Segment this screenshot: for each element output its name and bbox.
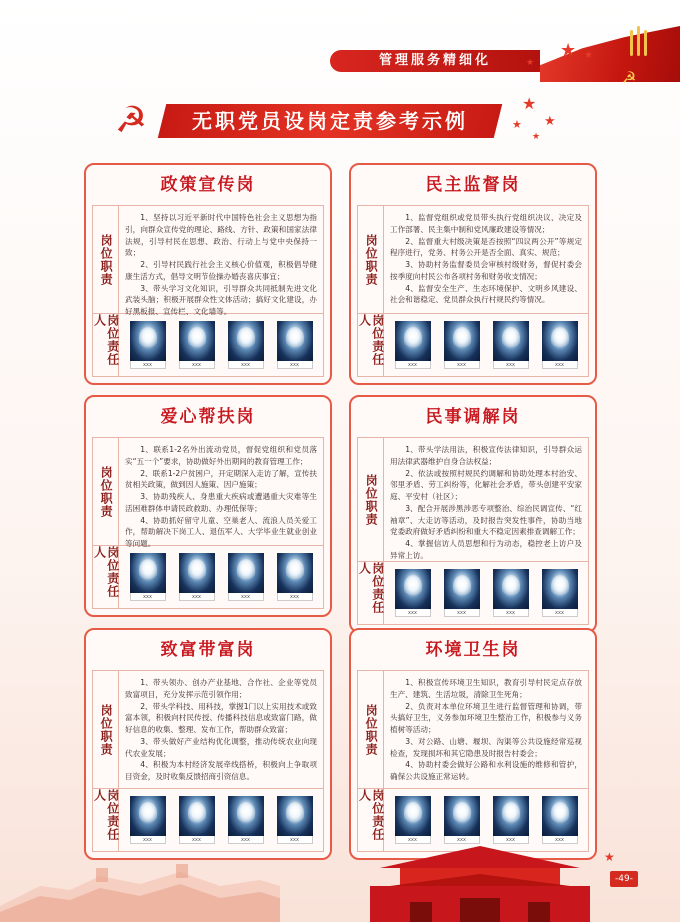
- photo-caption: xxx: [542, 836, 578, 844]
- person-photo[interactable]: [130, 321, 166, 369]
- duty-label: 岗位职责: [358, 671, 384, 788]
- photo-caption: xxx: [130, 593, 166, 601]
- person-label: 岗位责任人: [358, 314, 384, 376]
- post-table: [357, 437, 589, 625]
- person-photo[interactable]: [130, 796, 166, 844]
- photo-caption: xxx: [444, 609, 480, 617]
- photo-caption: xxx: [277, 361, 313, 369]
- post-title: 民主监督岗: [425, 175, 521, 195]
- post-table: [357, 670, 589, 852]
- photo-image: [179, 796, 215, 836]
- duty-item: 3、协助残疾人、身患重大疾病或遭遇重大灾难等生活困难群体申请民政救助、办理低保等；: [125, 492, 317, 513]
- duty-row: [93, 206, 323, 317]
- photo-caption: xxx: [444, 836, 480, 844]
- person-photo[interactable]: [493, 569, 529, 617]
- star-icon: ★: [522, 94, 537, 113]
- person-photo[interactable]: [228, 796, 264, 844]
- person-photo[interactable]: [179, 553, 215, 601]
- photo-list: [384, 314, 588, 376]
- star-icon: ★: [544, 114, 556, 129]
- duty-item: 4、协助抓好留守儿童、空巢老人、流浪人员关爱工作，帮助解决下岗工人、退伍军人、大学毕业生就业创业等问题。: [125, 515, 317, 549]
- person-label: 岗位责任人: [93, 314, 119, 376]
- photo-image: [395, 569, 431, 609]
- person-photo[interactable]: [228, 553, 264, 601]
- person-photo[interactable]: [395, 321, 431, 369]
- duty-label: 岗位职责: [93, 206, 119, 313]
- duty-item: 1、联系1-2名外出流动党员，督促党组织和党员落实“五一个”要求，协助做好外出期间的教育管理工作；: [125, 445, 317, 466]
- duty-item: 2、引导村民践行社会主义核心价值观，积极倡导健康生活方式，倡导文明节俭操办婚丧喜庆事宜；: [125, 260, 317, 281]
- photo-image: [444, 321, 480, 361]
- duty-text: [119, 671, 323, 788]
- photo-image: [277, 553, 313, 593]
- photo-caption: xxx: [179, 593, 215, 601]
- photo-image: [228, 553, 264, 593]
- post-card-prosperity: [84, 628, 332, 860]
- post-title: 环境卫生岗: [425, 640, 521, 660]
- great-wall-icon: [0, 846, 280, 922]
- banner-label: 管理服务精细化: [330, 50, 540, 72]
- duty-item: 1、监督党组织或党员带头执行党组织决议、决定及工作部署、民主集中制和党风廉政建设等情况；: [390, 213, 582, 234]
- photo-image: [228, 321, 264, 361]
- person-row: [93, 546, 323, 608]
- post-title: 政策宣传岗: [160, 175, 256, 195]
- person-photo[interactable]: [444, 569, 480, 617]
- photo-caption: xxx: [130, 836, 166, 844]
- post-card-mediation: [349, 395, 597, 633]
- duty-item: 3、带头学习文化知识，引导群众共同抵制先进文化武装头脑；积极开展群众性文体活动；搞好文化建设，办好黑板报、宣传栏、文化墙等。: [125, 283, 317, 317]
- person-label: 岗位责任人: [358, 789, 384, 851]
- duty-item: 3、带头做好产业结构优化调整，推动传统农业向现代农业发展；: [125, 736, 317, 758]
- photo-image: [277, 796, 313, 836]
- star-icon: ★: [512, 118, 522, 131]
- hammer-sickle-icon: ☭: [114, 100, 148, 141]
- torch-icon: [644, 30, 647, 56]
- duty-item: 3、配合开展涉黑涉恶专项整治、综治民调宣传、“红袖章”、大走访等活动，及时报告突发性事件，协助当地党委政府做好矛盾纠纷和重大不稳定因素排查调解工作；: [390, 503, 582, 537]
- photo-image: [493, 321, 529, 361]
- post-card-environment: [349, 628, 597, 860]
- duty-item: 2、联系1-2户贫困户，开定期深入走访了解，宣传扶贫相关政策，做到因人施策、因户施策；: [125, 468, 317, 490]
- post-title: 民事调解岗: [425, 407, 521, 427]
- duty-item: 4、协助村委会做好公路和水利设施的维修和管护，确保公共设施正常运转。: [390, 760, 582, 782]
- person-row: [93, 314, 323, 376]
- duty-item: 2、带头学科技、用科技，掌握1门以上实用技术或致富本领，积极向村民传授、传播科技信息或致富门路，做好信息的收集、整理、发布工作，帮助群众致富；: [125, 701, 317, 735]
- duty-item: 3、协助村务监督委员会审核村级财务，督促村委会按季度向村民公布各项村务和财务收支情况；: [390, 260, 582, 281]
- person-photo[interactable]: [542, 321, 578, 369]
- photo-caption: xxx: [493, 609, 529, 617]
- duty-item: 2、监督重大村级决策是否按照“四议两公开”等规定程序进行，党务、村务公开是否全面、真实、规范；: [390, 236, 582, 258]
- post-title: 爱心帮扶岗: [160, 407, 256, 427]
- photo-list: [119, 546, 323, 608]
- person-row: [358, 314, 588, 376]
- photo-caption: xxx: [444, 361, 480, 369]
- person-photo[interactable]: [277, 553, 313, 601]
- page-title: 无职党员设岗定责参考示例: [192, 109, 468, 133]
- star-icon: ★: [532, 132, 541, 142]
- star-icon: ★: [560, 40, 577, 61]
- post-title: 致富带富岗: [160, 640, 256, 660]
- duty-label: 岗位职责: [93, 671, 119, 788]
- person-label: 岗位责任人: [93, 546, 119, 608]
- photo-caption: xxx: [493, 361, 529, 369]
- photo-image: [444, 569, 480, 609]
- person-label: 岗位责任人: [358, 562, 384, 624]
- photo-caption: xxx: [542, 609, 578, 617]
- hammer-sickle-icon: ☭: [622, 68, 637, 87]
- photo-list: [119, 314, 323, 376]
- photo-list: [384, 562, 588, 624]
- photo-image: [542, 569, 578, 609]
- title-stars: [508, 96, 568, 146]
- person-photo[interactable]: [277, 321, 313, 369]
- photo-caption: xxx: [228, 836, 264, 844]
- person-photo[interactable]: [395, 569, 431, 617]
- person-label: 岗位责任人: [93, 789, 119, 851]
- post-card-policy: [84, 163, 332, 385]
- photo-image: [277, 321, 313, 361]
- post-table: [357, 205, 589, 377]
- photo-image: [179, 321, 215, 361]
- post-card-supervision: [349, 163, 597, 385]
- duty-item: 1、带头领办、创办产业基地、合作社、企业等党员致富项目，充分发挥示范引领作用；: [125, 678, 317, 699]
- photo-image: [228, 796, 264, 836]
- star-icon: ★: [604, 850, 615, 864]
- duty-item: 1、积极宣传环境卫生知识，教育引导村民定点存放生产、建筑、生活垃圾，清除卫生死角；: [390, 678, 582, 699]
- page-title-block: [108, 94, 556, 146]
- post-table: [92, 670, 324, 852]
- person-photo[interactable]: [179, 321, 215, 369]
- torch-icon: [637, 26, 640, 56]
- photo-image: [395, 321, 431, 361]
- duty-item: 1、带头学法用法，积极宣传法律知识，引导群众运用法律武器维护自身合法权益；: [390, 445, 582, 466]
- duty-item: 3、对公路、山塘、堰坝、沟渠等公共设施经常巡视检查，发现损坏和其它隐患及时报告村委会；: [390, 736, 582, 758]
- photo-caption: xxx: [395, 609, 431, 617]
- photo-image: [179, 553, 215, 593]
- duty-row: [93, 438, 323, 549]
- duty-item: 2、负责对本单位环境卫生进行监督管理和协调，带头搞好卫生，义务参加环境卫生整治工作，积极参与义务植树等活动；: [390, 701, 582, 735]
- person-photo[interactable]: [542, 569, 578, 617]
- person-photo[interactable]: [444, 321, 480, 369]
- post-card-help: [84, 395, 332, 617]
- photo-caption: xxx: [493, 836, 529, 844]
- photo-caption: xxx: [228, 593, 264, 601]
- star-icon: ★: [584, 50, 593, 61]
- photo-image: [130, 796, 166, 836]
- duty-item: 4、积极为本村经济发展牵线搭桥，积极向上争取项目资金，及时收集反馈招商引资信息。: [125, 760, 317, 782]
- duty-item: 2、依法或按照村规民约调解和协助处理本村治安、邻里矛盾、劳工纠纷等，化解社会矛盾，带头创建平安家庭、平安村（社区）；: [390, 468, 582, 502]
- photo-caption: xxx: [228, 361, 264, 369]
- duty-label: 岗位职责: [358, 206, 384, 313]
- star-icon: ★: [526, 58, 535, 68]
- photo-caption: xxx: [179, 836, 215, 844]
- photo-caption: xxx: [542, 361, 578, 369]
- torch-icon: [630, 30, 633, 56]
- post-table: [92, 205, 324, 377]
- duty-row: [358, 671, 588, 789]
- duty-text: [384, 671, 588, 788]
- duty-item: 4、监督安全生产、生态环境保护、文明乡风建设、社会和谐稳定、党员群众执行村规民约等情况。: [390, 283, 582, 305]
- photo-caption: xxx: [130, 361, 166, 369]
- duty-item: 4、掌握信访人员思想和行为动态，稳控老上访户及异常上访。: [390, 539, 582, 560]
- page-number: -49-: [610, 871, 638, 887]
- photo-list: [119, 789, 323, 851]
- post-table: [92, 437, 324, 609]
- person-photo[interactable]: [493, 321, 529, 369]
- header-banner: [0, 44, 680, 87]
- person-row: [358, 562, 588, 624]
- photo-image: [130, 321, 166, 361]
- duty-label: 岗位职责: [93, 438, 119, 545]
- person-photo[interactable]: [228, 321, 264, 369]
- duty-text: [119, 206, 323, 317]
- tiananmen-icon: [360, 828, 600, 922]
- person-photo[interactable]: [277, 796, 313, 844]
- photo-caption: xxx: [395, 836, 431, 844]
- duty-row: [358, 206, 588, 314]
- photo-image: [542, 321, 578, 361]
- duty-item: 1、坚持以习近平新时代中国特色社会主义思想为指引，向群众宣传党的理论、路线、方针、政策和国家法律法规，引导村民在思想、政治、行动上与党中央保持一致；: [125, 213, 317, 258]
- photo-caption: xxx: [395, 361, 431, 369]
- photo-image: [493, 569, 529, 609]
- duty-text: [384, 438, 588, 561]
- photo-caption: xxx: [179, 361, 215, 369]
- photo-caption: xxx: [277, 593, 313, 601]
- person-photo[interactable]: [130, 553, 166, 601]
- person-row: [93, 789, 323, 851]
- person-photo[interactable]: [179, 796, 215, 844]
- photo-caption: xxx: [277, 836, 313, 844]
- duty-text: [384, 206, 588, 313]
- duty-row: [93, 671, 323, 789]
- duty-text: [119, 438, 323, 549]
- duty-row: [358, 438, 588, 562]
- duty-label: 岗位职责: [358, 438, 384, 561]
- photo-image: [130, 553, 166, 593]
